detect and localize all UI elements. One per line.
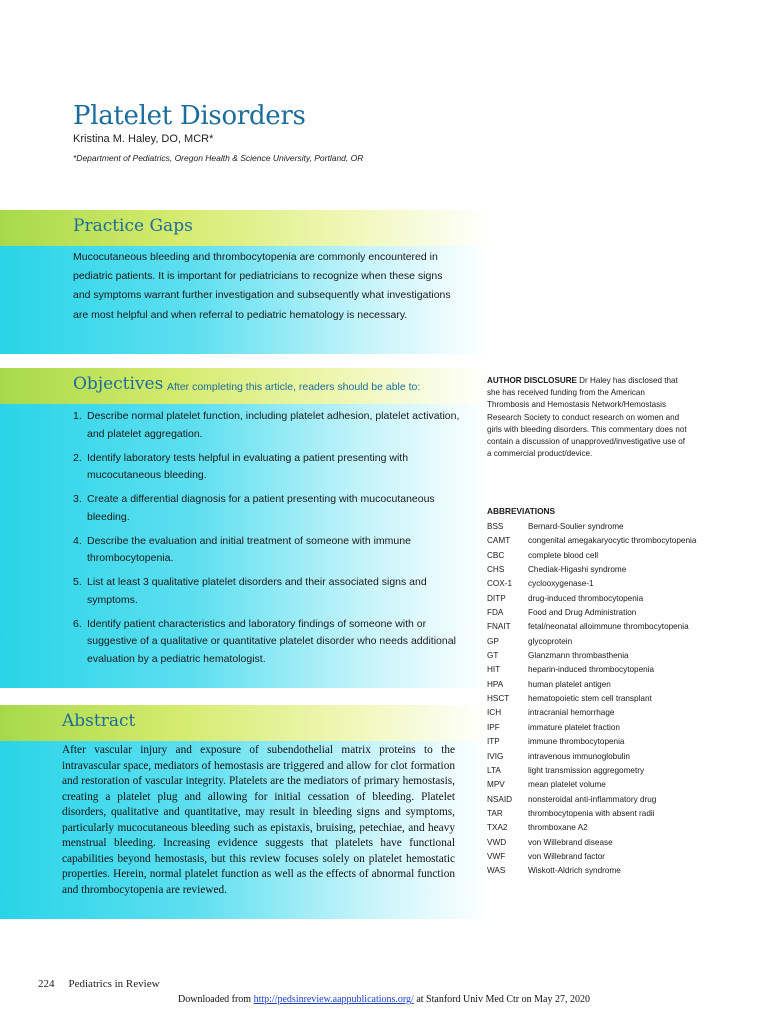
abbreviation-row: CHS Chediak-Higashi syndrome [487,565,627,575]
abbreviation-row: HSCT hematopoietic stem cell transplant [487,694,652,704]
practice-gaps-text: Mucocutaneous bleeding and thrombocytopenia are commonly encountered in pediatric patients. It is important for pediatricians to recognize when these signs and symptoms warrant further investigation and subsequently what investigations are most helpful and when referral to pediatric hematology is necessary. [73,251,451,321]
objectives-heading: Objectives [73,374,164,394]
practice-gaps-band [0,210,489,246]
author-affiliation: *Department of Pediatrics, Oregon Health & Science University, Portland, OR [73,153,364,163]
abbreviation-row: LTA light transmission aggregometry [487,765,645,775]
abbreviation-row: TAR thrombocytopenia with absent radii [487,808,655,818]
abbreviation-row: FNAIT fetal/neonatal alloimmune thrombocytopenia [487,622,689,632]
objectives-band [0,368,489,404]
objective-item: 3. Create a differential diagnosis for a patient presenting with mucocutaneous bleeding. [73,493,435,523]
objective-item: 6. Identify patient characteristics and laboratory findings of someone with or suggestive of a qualitative or quantitative platelet disorder who needs additional evaluation by a pediatric hematologist. [73,617,456,665]
objective-item: 2. Identify laboratory tests helpful in evaluating a patient presenting with mucocutaneous bleeding. [73,451,409,481]
abbreviation-row: ITP immune thrombocytopenia [487,737,625,747]
journal-name: Pediatrics in Review [68,978,160,990]
download-link[interactable]: http://pedsinreview.aappublications.org/ [253,994,414,1005]
abbreviation-row: CBC complete blood cell [487,550,599,560]
author-line: Kristina M. Haley, DO, MCR* [73,133,214,145]
page-footer [38,978,160,990]
objective-item: 4. Describe the evaluation and initial treatment of someone with immune thrombocytopenia. [73,534,411,564]
abbreviation-row: IVIG intravenous immunoglobulin [487,751,630,761]
author-disclosure [487,375,687,460]
disclosure-label: AUTHOR DISCLOSURE [487,376,577,385]
abbreviation-row: FDA Food and Drug Administration [487,608,637,618]
objective-item: 5. List at least 3 qualitative platelet disorders and their associated signs and symptoms. [73,576,427,606]
abbreviation-row: HPA human platelet antigen [487,679,611,689]
abbreviation-row: IPF immature platelet fraction [487,722,620,732]
abstract-heading: Abstract [62,711,136,731]
download-notice: Downloaded from http://pedsinreview.aappublications.org/ at Stanford Univ Med Ctr on May 27, 2020 [178,994,590,1005]
objectives-intro: After completing this article, readers should be able to: [167,381,421,393]
abbreviation-row: COX-1 cyclooxygenase-1 [487,579,594,589]
abbreviation-row: VWF von Willebrand factor [487,851,605,861]
disclosure-text: Dr Haley has disclosed that she has received funding from the American Thrombosis and Hemostasis Network/Hemostasis Research Society to conduct research on women and girls with bleeding disorders. This commentary does not contain a discussion of unapproved/investigative use of a commercial product/device. [487,376,687,459]
objectives-list [73,408,463,675]
article-title: Platelet Disorders [73,101,306,132]
abbreviations-list [487,520,707,879]
abstract-band [0,705,489,741]
abstract-text: After vascular injury and exposure of subendothelial matrix proteins to the intravascular space, mediators of hemostasis are triggered and allow for clot formation and restoration of vascular integrity. Platelets are the mediators of primary hemostasis, creating a platelet plug and allowing for initial cessation of bleeding. Platelet disorders, qualitative and quantitative, may result in bleeding signs and symptoms, particularly mucocutaneous bleeding such as epistaxis, bruising, petechiae, and heavy menstrual bleeding. Increasing evidence suggests that platelets have functional capabilities beyond hemostasis, but this review focuses solely on platelet hemostatic properties. Herein, normal platelet function as well as the effects of abnormal function and thrombocytopenia are reviewed. [62,744,455,896]
abbreviation-row: ICH intracranial hemorrhage [487,708,615,718]
abbreviation-row: DITP drug-induced thrombocytopenia [487,593,644,603]
practice-gaps-heading: Practice Gaps [73,216,193,236]
objective-item: 1. Describe normal platelet function, including platelet adhesion, platelet activation, and platelet aggregation. [73,410,460,440]
abbreviation-row: GP glycoprotein [487,636,573,646]
abbreviation-row: GT Glanzmann thrombasthenia [487,651,629,661]
abbreviation-row: MPV mean platelet volume [487,780,606,790]
abbreviation-row: CAMT congenital amegakaryocytic thrombocytopenia [487,536,697,546]
abbreviation-row: VWD von Willebrand disease [487,837,613,847]
abbreviations-heading: ABBREVIATIONS [487,506,556,516]
abbreviation-row: WAS Wiskott-Aldrich syndrome [487,866,621,876]
abbreviation-row: NSAID nonsteroidal anti-inflammatory drug [487,794,657,804]
abbreviation-row: HIT heparin-induced thrombocytopenia [487,665,655,675]
abbreviation-row: TXA2 thromboxane A2 [487,823,588,833]
page-number: 224 [38,978,55,990]
abbreviation-row: BSS Bernard-Soulier syndrome [487,522,624,531]
